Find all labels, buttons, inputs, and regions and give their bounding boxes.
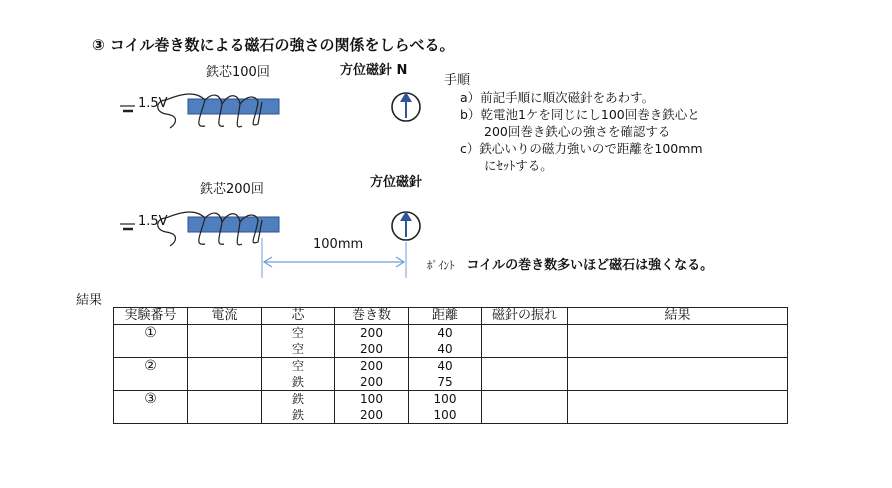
- core-cell: 鉄: [262, 374, 335, 391]
- turns-cell: 100: [335, 391, 409, 408]
- battery-label-bottom: 1.5V: [138, 214, 168, 229]
- current-cell: [188, 391, 262, 424]
- page-title: ③ コイル巻き数による磁石の強さの関係をしらべる。: [92, 36, 455, 54]
- header-deflection: 磁針の振れ: [482, 308, 568, 325]
- distance-cell: 100: [409, 407, 482, 424]
- experiment-number: ①: [114, 325, 188, 358]
- result-cell: [568, 358, 788, 391]
- deflection-cell: [482, 391, 568, 424]
- header-turns: 巻き数: [335, 308, 409, 325]
- procedure-block: [444, 72, 703, 174]
- deflection-cell: [482, 325, 568, 358]
- header-result: 結果: [568, 308, 788, 325]
- battery-label-top: 1.5V: [138, 96, 168, 111]
- core-cell: 空: [262, 358, 335, 375]
- procedure-step-b-cont: 200回巻き鉄心の強さを確認する: [484, 124, 671, 139]
- turns-cell: 200: [335, 374, 409, 391]
- experiment-number: ②: [114, 358, 188, 391]
- result-cell: [568, 325, 788, 358]
- procedure-step-a: a）前記手順に順次磁針をあわす。: [460, 90, 655, 105]
- table-row: [114, 391, 788, 408]
- point-note: [427, 254, 713, 273]
- table-header-row: [114, 308, 788, 325]
- experiment-number: ③: [114, 391, 188, 424]
- battery-symbol-bottom: [120, 224, 135, 229]
- core-label-bottom: 鉄芯200回: [200, 182, 264, 197]
- header-current: 電流: [188, 308, 262, 325]
- header-experiment: 実験番号: [114, 308, 188, 325]
- procedure-step-b: b）乾電池1ケを同じにし100回巻き鉄心と: [460, 107, 700, 122]
- turns-cell: 200: [335, 325, 409, 342]
- deflection-cell: [482, 358, 568, 391]
- core-cell: 空: [262, 341, 335, 358]
- header-core: 芯: [262, 308, 335, 325]
- compass-label-bottom: 方位磁針: [370, 175, 423, 190]
- table-row: [114, 325, 788, 342]
- core-cell: 鉄: [262, 407, 335, 424]
- table-row: [114, 358, 788, 375]
- distance-cell: 40: [409, 341, 482, 358]
- distance-cell: 40: [409, 358, 482, 375]
- distance-cell: 40: [409, 325, 482, 342]
- point-label: ﾎﾟｲﾝﾄ: [427, 259, 455, 272]
- turns-cell: 200: [335, 407, 409, 424]
- compass-label-top: 方位磁針 N: [340, 63, 408, 78]
- current-cell: [188, 325, 262, 358]
- turns-cell: 200: [335, 358, 409, 375]
- procedure-step-c: c）鉄心いりの磁力強いので距離を100mm: [460, 141, 703, 156]
- core-cell: 空: [262, 325, 335, 342]
- results-label: 結果: [76, 293, 103, 308]
- header-distance: 距離: [409, 308, 482, 325]
- results-table: [113, 307, 788, 424]
- current-cell: [188, 358, 262, 391]
- distance-cell: 75: [409, 374, 482, 391]
- result-cell: [568, 391, 788, 424]
- procedure-step-c-cont: にｾｯﾄする。: [484, 158, 553, 173]
- distance-label: 100mm: [313, 237, 364, 252]
- core-label-top: 鉄芯100回: [206, 65, 270, 80]
- distance-cell: 100: [409, 391, 482, 408]
- point-text: コイルの巻き数多いほど磁石は強くなる。: [466, 258, 714, 273]
- turns-cell: 200: [335, 341, 409, 358]
- procedure-heading: 手順: [444, 73, 471, 88]
- core-cell: 鉄: [262, 391, 335, 408]
- battery-symbol-top: [120, 106, 135, 111]
